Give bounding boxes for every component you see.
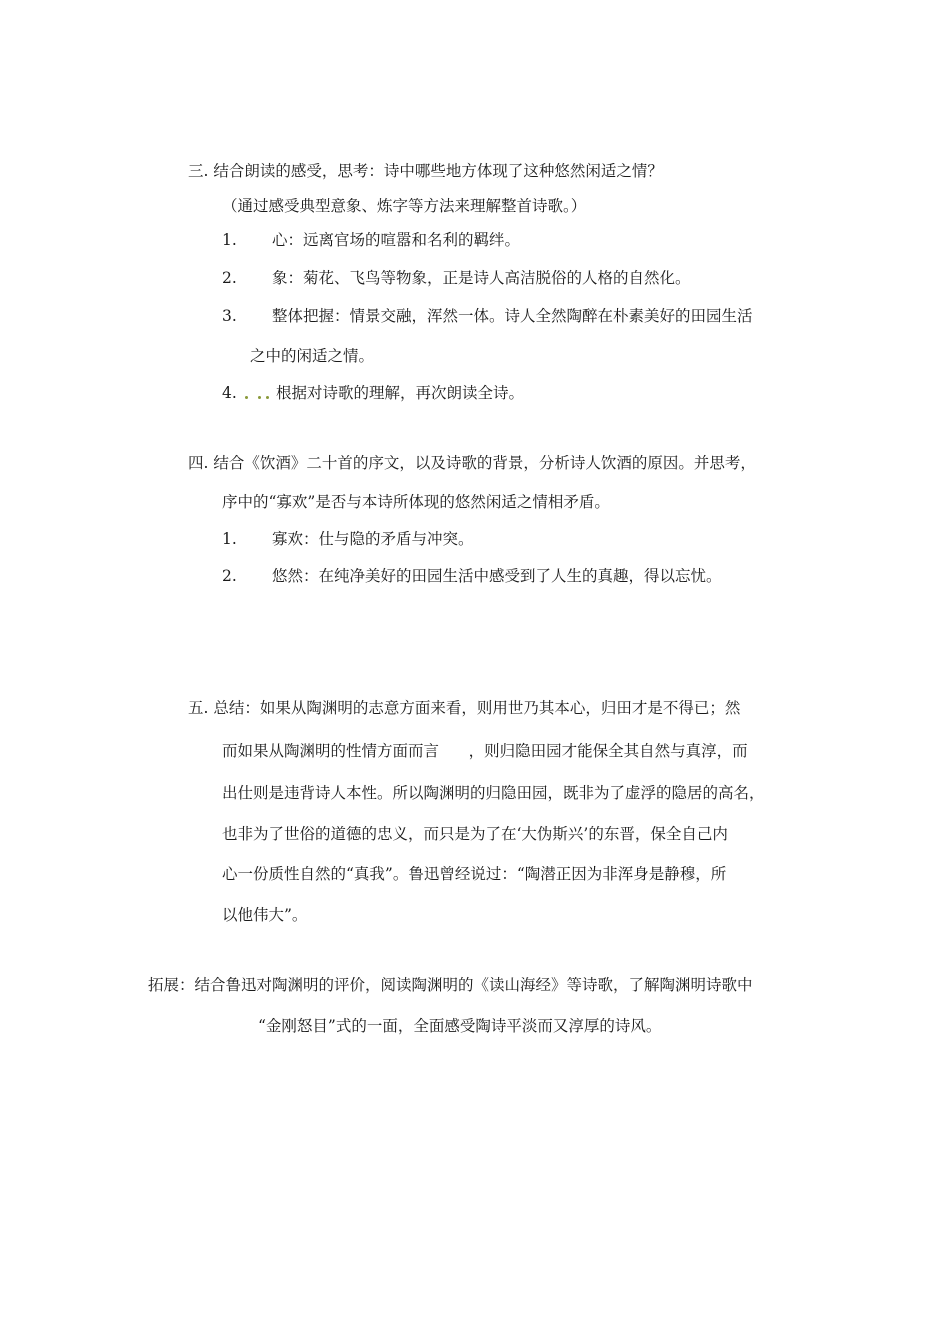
ellipsis-mark <box>266 396 269 399</box>
section5-line3: 出仕则是违背诗人本性。所以陶渊明的归隐田园，既非为了虚浮的隐居的高名， <box>222 784 765 802</box>
ellipsis-mark <box>245 396 248 399</box>
section5-line6: 以他伟大”。 <box>222 906 308 924</box>
section5-line4: 也非为了世俗的道德的忠义，而只是为了在‘大伪斯兴’的东晋，保全自己内 <box>222 825 728 843</box>
section3-title: 三. 结合朗读的感受，思考：诗中哪些地方体现了这种悠然闲适之情？ <box>188 162 663 180</box>
section3-item3-continuation: 之中的闲适之情。 <box>250 347 375 365</box>
section5-line2: 而如果从陶渊明的性情方面而言 ，则归隐田园才能保全其自然与真淳，而 <box>222 742 748 760</box>
section3-item4-text: 根据对诗歌的理解，再次朗读全诗。 <box>276 384 525 402</box>
section3-note: （通过感受典型意象、炼字等方法来理解整首诗歌。） <box>222 197 587 215</box>
section3-item2-text: 象：菊花、飞鸟等物象，正是诗人高洁脱俗的人格的自然化。 <box>272 269 691 287</box>
section4-item2-number: 2. <box>222 567 237 585</box>
section5-line1: 五. 总结：如果从陶渊明的志意方面来看，则用世乃其本心，归田才是不得已；然 <box>188 699 741 717</box>
section3-item2-number: 2. <box>222 269 237 287</box>
section4-item1-text: 寡欢：仕与隐的矛盾与冲突。 <box>272 530 474 548</box>
section3-item3-number: 3. <box>222 307 237 325</box>
section3-item3-text: 整体把握：情景交融，浑然一体。诗人全然陶醉在朴素美好的田园生活 <box>272 307 753 325</box>
section4-item1-number: 1. <box>222 530 237 548</box>
section5-line5: 心一份质性自然的“真我”。鲁迅曾经说过：“陶潜正因为非浑身是静穆，所 <box>222 865 727 883</box>
extension-line2: “金刚怒目”式的一面，全面感受陶诗平淡而又淳厚的诗风。 <box>258 1017 662 1035</box>
section4-item2-text: 悠然：在纯净美好的田园生活中感受到了人生的真趣，得以忘忧。 <box>272 567 722 585</box>
section3-item1-text: 心：远离官场的喧嚣和名利的羁绊。 <box>272 231 521 249</box>
ellipsis-mark <box>258 396 261 399</box>
extension-line1: 拓展：结合鲁迅对陶渊明的评价，阅读陶渊明的《读山海经》等诗歌，了解陶渊明诗歌中 <box>148 976 753 994</box>
section3-item4-number: 4. <box>222 384 237 402</box>
section3-item1-number: 1. <box>222 231 237 249</box>
section4-title-line2: 序中的“寡欢”是否与本诗所体现的悠然闲适之情相矛盾。 <box>222 493 610 511</box>
section4-title-line1: 四. 结合《饮酒》二十首的序文，以及诗歌的背景，分析诗人饮酒的原因。并思考， <box>188 454 756 472</box>
